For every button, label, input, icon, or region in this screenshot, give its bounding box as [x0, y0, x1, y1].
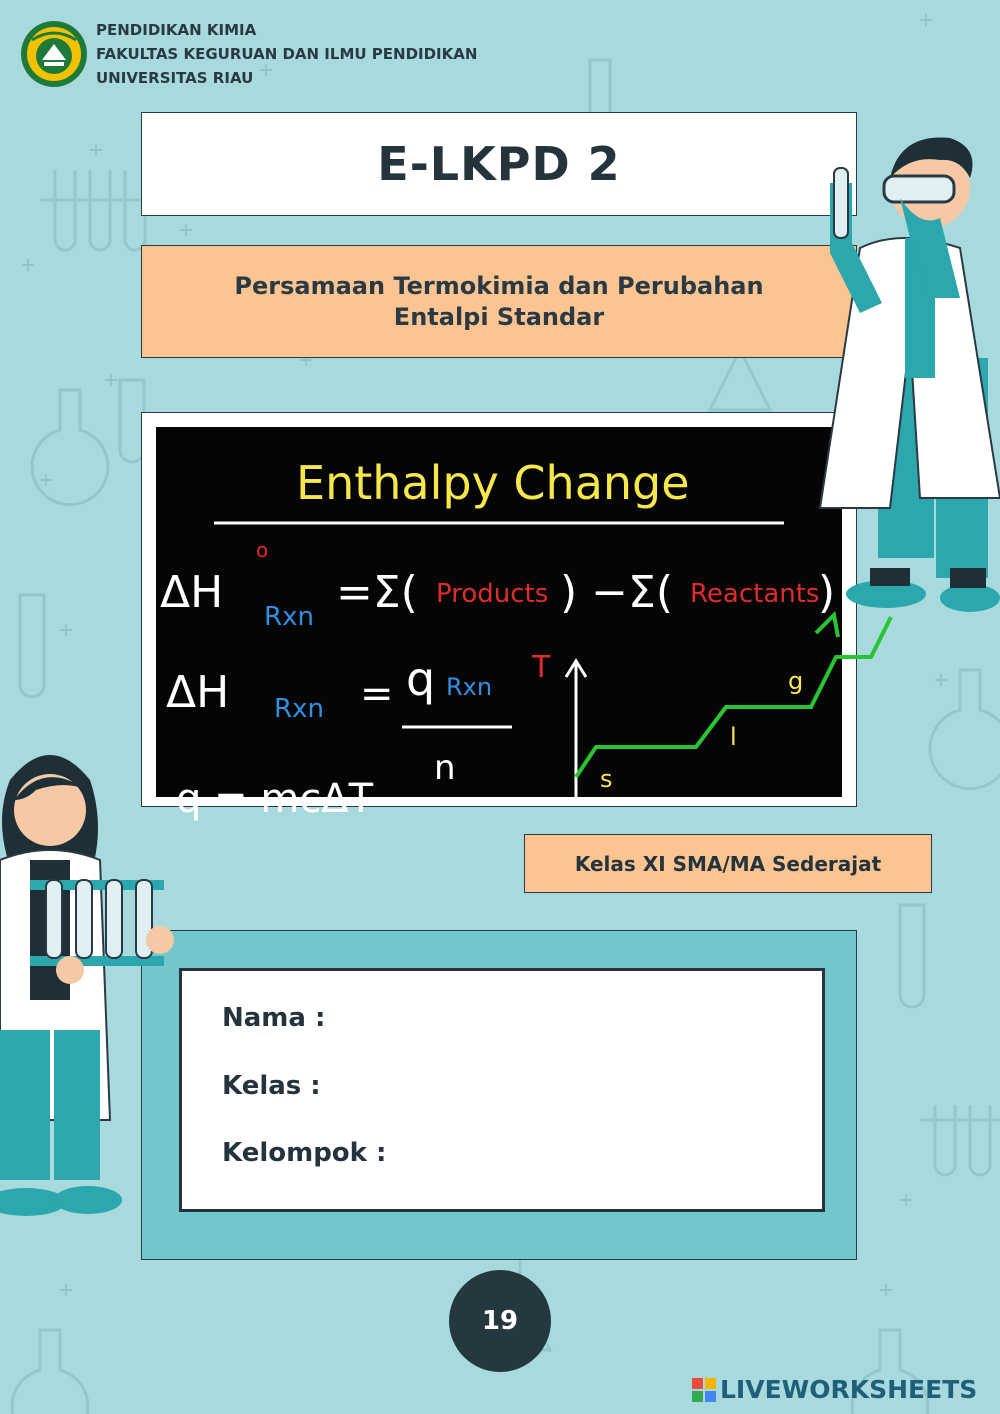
- student-identity-panel: [141, 930, 857, 1260]
- title-box: [141, 112, 857, 216]
- page-subtitle: Persamaan Termokimia dan Perubahan Entalpi Standar: [234, 271, 764, 331]
- solid-phase-label: s: [600, 765, 613, 793]
- delta-h-symbol: ΔH: [160, 567, 224, 618]
- temperature-axis-label: T: [532, 650, 551, 685]
- name-field-label: Nama :: [222, 1003, 326, 1033]
- products-label: Products: [436, 579, 549, 609]
- enthalpy-image-frame: [141, 412, 857, 822]
- rxn-subscript: Rxn: [264, 602, 314, 632]
- class-field-label: Kelas :: [222, 1071, 321, 1101]
- student-identity-card: [179, 968, 825, 1212]
- page-number-badge: [449, 1270, 551, 1372]
- equals-sign: =: [360, 671, 394, 717]
- equals-sigma: =Σ(: [336, 567, 418, 618]
- university-name: UNIVERSITAS RIAU: [96, 69, 254, 87]
- class-level-label: Kelas XI SMA/MA Sederajat: [574, 851, 882, 876]
- gas-phase-label: g: [788, 667, 804, 695]
- curve-arrowhead: [816, 615, 838, 637]
- q-subscript: Rxn: [446, 673, 493, 701]
- brand-name: LIVEWORKSHEETS: [720, 1375, 978, 1404]
- n-denominator: n: [434, 748, 456, 788]
- minus-sigma: ) −Σ(: [560, 567, 673, 618]
- partial-third-equation: q = mcΔT: [176, 776, 374, 822]
- program-name: PENDIDIKAN KIMIA: [96, 21, 257, 39]
- institution-header: [20, 18, 477, 90]
- enthalpy-blackboard-image: [156, 427, 842, 822]
- liquid-phase-label: l: [730, 723, 737, 751]
- subtitle-box: [141, 245, 857, 358]
- blackboard-drawing: [156, 427, 842, 822]
- faculty-name: FAKULTAS KEGURUAN DAN ILMU PENDIDIKAN: [96, 45, 478, 63]
- heating-curve: [576, 617, 891, 777]
- page-title: E-LKPD 2: [377, 137, 621, 191]
- male-scientist-illustration: [820, 128, 1000, 618]
- rxn-subscript-2: Rxn: [274, 694, 324, 724]
- closing-paren: ): [818, 567, 836, 618]
- reactants-label: Reactants: [690, 579, 820, 609]
- q-symbol: q: [406, 652, 436, 706]
- blackboard-heading: Enthalpy Change: [296, 456, 690, 510]
- liveworksheets-watermark: [692, 1375, 977, 1404]
- female-scientist-illustration: [0, 740, 180, 1220]
- class-level-box: [524, 834, 932, 893]
- liveworksheets-logo-icon: [692, 1378, 716, 1402]
- delta-h-symbol-2: ΔH: [166, 667, 230, 718]
- page-number: 19: [481, 1306, 519, 1336]
- group-field-label: Kelompok :: [222, 1138, 387, 1168]
- institution-name: [96, 18, 477, 90]
- university-logo: [20, 20, 88, 88]
- standard-degree-symbol: o: [256, 538, 269, 562]
